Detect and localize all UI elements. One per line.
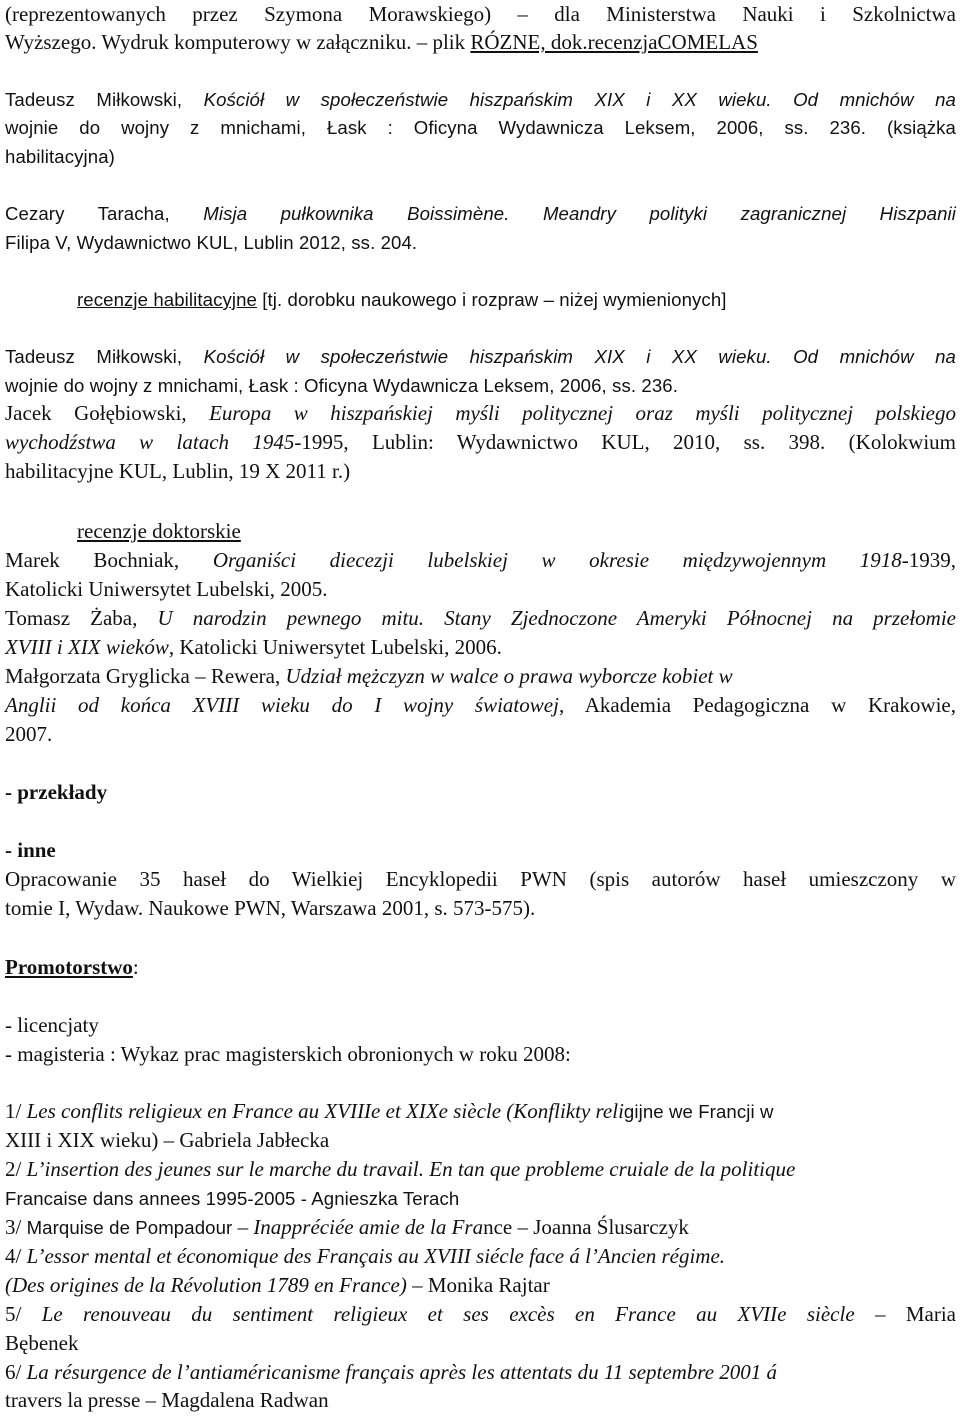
entry-żaba-line-1	[5, 604, 956, 633]
thesis-title: (Des origines de la Révolution 1789 en France)	[5, 1273, 407, 1297]
intro-text-2: Wyższego. Wydruk komputerowy w załączniku. – plik	[5, 30, 471, 54]
section-heading-text: - inne	[5, 838, 56, 862]
entry-taracha-line-2	[5, 228, 417, 257]
thesis-title: L’insertion des jeunes sur le marche du travail. En tan que probleme cruiale de la politique	[26, 1157, 796, 1181]
entry-author: Tadeusz Miłkowski,	[5, 89, 204, 110]
entry-miłkowski-1-line-1	[5, 85, 956, 114]
thesis-number: 2/	[5, 1157, 27, 1181]
entry-title: Misja pułkownika Boissimène. Meandry polityki zagranicznej Hiszpanii	[203, 203, 957, 224]
section-heading-underlined: recenzje doktorskie	[77, 519, 241, 543]
section-heading-doctoral-reviews	[77, 517, 241, 546]
thesis-text: gijne we Francji w	[623, 1101, 774, 1122]
list-heading-bachelor	[5, 1011, 99, 1040]
entry-title: Organiści diecezji lubelskiej w okresie międzywojennym 1918	[212, 548, 902, 572]
thesis-3-line-1	[5, 1213, 689, 1242]
thesis-text: Marquise de Pompadour	[26, 1217, 233, 1238]
entry-author: Małgorzata Gryglicka – Rewera,	[5, 664, 286, 688]
entry-author: Tadeusz Miłkowski,	[5, 346, 204, 367]
section-heading-underlined: Promotorstwo	[5, 955, 133, 979]
intro-line-1	[5, 0, 956, 29]
intro-line-2	[5, 28, 758, 57]
thesis-1-line-2	[5, 1126, 329, 1155]
entry-text: Filipa V, Wydawnictwo KUL, Lublin 2012, ss. 204.	[5, 232, 418, 253]
thesis-text: Francaise dans annees 1995-2005 - Agnieszka Terach	[5, 1188, 460, 1209]
thesis-title: Les conflits religieux en France au XVIIIe et XIXe siècle (Konflikty reli	[26, 1099, 624, 1123]
thesis-title: La résurgence de l’antiaméricanisme français après les attentats du 11 septembre 2001 á	[26, 1360, 778, 1384]
entry-taracha-line-1	[5, 199, 956, 228]
section-heading-supervision	[5, 953, 139, 982]
entry-gołębiowski-line-1	[5, 399, 956, 428]
encyclopedia-line-2	[5, 894, 535, 923]
thesis-number: 4/	[5, 1244, 27, 1268]
entry-text: , Katolicki Uniwersytet Lubelski, 2006.	[168, 635, 502, 659]
entry-text: habilitacyjna)	[5, 146, 115, 167]
entry-author: Marek Bochniak,	[5, 548, 213, 572]
thesis-text: –	[232, 1215, 254, 1239]
entry-title: Europa w hiszpańskiej myśli politycznej oraz myśli politycznej polskiego	[209, 401, 956, 425]
entry-text: Opracowanie 35 haseł do Wielkiej Encyklopedii PWN (spis autorów haseł umieszczony w	[5, 867, 956, 891]
thesis-text: Bębenek	[5, 1331, 79, 1355]
thesis-number: 3/	[5, 1215, 27, 1239]
entry-text: -1939,	[901, 548, 956, 572]
thesis-2-line-2	[5, 1184, 459, 1213]
list-heading-text: - magisteria : Wykaz prac magisterskich obronionych w roku 2008:	[5, 1042, 571, 1066]
entry-text: , Akademia Pedagogiczna w Krakowie,	[558, 693, 956, 717]
entry-żaba-line-2	[5, 633, 502, 662]
thesis-text: travers la presse – Magdalena Radwan	[5, 1388, 329, 1412]
section-heading-text: - przekłady	[5, 780, 108, 804]
entry-bochniak-line-1	[5, 546, 956, 575]
intro-text-1: (reprezentowanych przez Szymona Morawskiego) – dla Ministerstwa Nauki i Szkolnictwa	[5, 2, 956, 26]
entry-text: tomie I, Wydaw. Naukowe PWN, Warszawa 2001, s. 573-575).	[5, 896, 536, 920]
thesis-6-line-1	[5, 1358, 777, 1387]
thesis-4-line-1	[5, 1242, 725, 1271]
entry-title: Kościół w społeczeństwie hiszpańskim XIX i XX wieku. Od mnichów na	[203, 346, 956, 367]
entry-title: wychodźstwa w latach 1945	[5, 430, 295, 454]
entry-bochniak-line-2	[5, 575, 328, 604]
entry-gryglicka-line-1	[5, 662, 733, 691]
entry-text: 2007.	[5, 722, 53, 746]
section-heading-rest: [tj. dorobku naukowego i rozpraw – niżej wymienionych]	[256, 289, 727, 310]
entry-author: Tomasz Żaba,	[5, 606, 158, 630]
thesis-6-line-2	[5, 1386, 329, 1415]
section-heading-colon: :	[132, 955, 139, 979]
entry-miłkowski-1-line-2	[5, 113, 956, 142]
list-heading-master	[5, 1040, 571, 1069]
list-heading-text: - licencjaty	[5, 1013, 99, 1037]
entry-gryglicka-line-3	[5, 720, 52, 749]
thesis-5-line-1	[5, 1300, 956, 1329]
thesis-5-line-2	[5, 1329, 78, 1358]
thesis-title: L’essor mental et économique des Français au XVIII siécle face á l’Ancien régime.	[26, 1244, 726, 1268]
section-heading-habilitation-reviews	[77, 285, 727, 314]
entry-miłkowski-2-line-2	[5, 371, 678, 400]
entry-gryglicka-line-2	[5, 691, 956, 720]
thesis-text: – Monika Rajtar	[406, 1273, 550, 1297]
entry-miłkowski-1-line-3	[5, 142, 115, 171]
file-name-link[interactable]: RÓZNE, dok.recenzjaCOMELAS	[470, 30, 758, 54]
entry-title: Anglii od końca XVIII wieku do I wojny światowej	[5, 693, 559, 717]
encyclopedia-line-1	[5, 865, 956, 894]
entry-text: Katolicki Uniwersytet Lubelski, 2005.	[5, 577, 328, 601]
entry-title: U narodzin pewnego mitu. Stany Zjednoczone Ameryki Północnej na przełomie	[157, 606, 956, 630]
section-heading-underlined: recenzje habilitacyjne	[77, 289, 257, 310]
thesis-number: 1/	[5, 1099, 27, 1123]
entry-miłkowski-2-line-1	[5, 342, 956, 371]
entry-title: Udział mężczyzn w walce o prawa wyborcze kobiet w	[285, 664, 733, 688]
thesis-2-line-1	[5, 1155, 795, 1184]
entry-text: -1995, Lublin: Wydawnictwo KUL, 2010, ss. 398. (Kolokwium	[294, 430, 956, 454]
thesis-title: Inappréciée amie de la Fra	[253, 1215, 484, 1239]
section-heading-translations	[5, 778, 107, 807]
thesis-text: nce – Joanna Ślusarczyk	[483, 1215, 689, 1239]
entry-text: wojnie do wojny z mnichami, Łask : Oficyna Wydawnicza Leksem, 2006, ss. 236. (książka	[5, 117, 956, 138]
entry-text: habilitacyjne KUL, Lublin, 19 X 2011 r.)	[5, 459, 351, 483]
entry-text: wojnie do wojny z mnichami, Łask : Oficyna Wydawnicza Leksem, 2006, ss. 236.	[5, 375, 678, 396]
thesis-1-line-1	[5, 1097, 774, 1126]
entry-title: XVIII i XIX wieków	[5, 635, 169, 659]
entry-gołębiowski-line-3	[5, 457, 350, 486]
entry-gołębiowski-line-2	[5, 428, 956, 457]
thesis-title: Le renouveau du sentiment religieux et ses excès en France au XVIIe siècle	[41, 1302, 855, 1326]
entry-author: Jacek Gołębiowski,	[5, 401, 210, 425]
thesis-text: XIII i XIX wieku) – Gabriela Jabłecka	[5, 1128, 330, 1152]
thesis-number: 6/	[5, 1360, 27, 1384]
thesis-number: 5/	[5, 1302, 42, 1326]
entry-title: Kościół w społeczeństwie hiszpańskim XIX i XX wieku. Od mnichów na	[203, 89, 956, 110]
thesis-4-line-2	[5, 1271, 550, 1300]
thesis-text: – Maria	[854, 1302, 957, 1326]
section-heading-other	[5, 836, 56, 865]
entry-author: Cezary Taracha,	[5, 203, 204, 224]
